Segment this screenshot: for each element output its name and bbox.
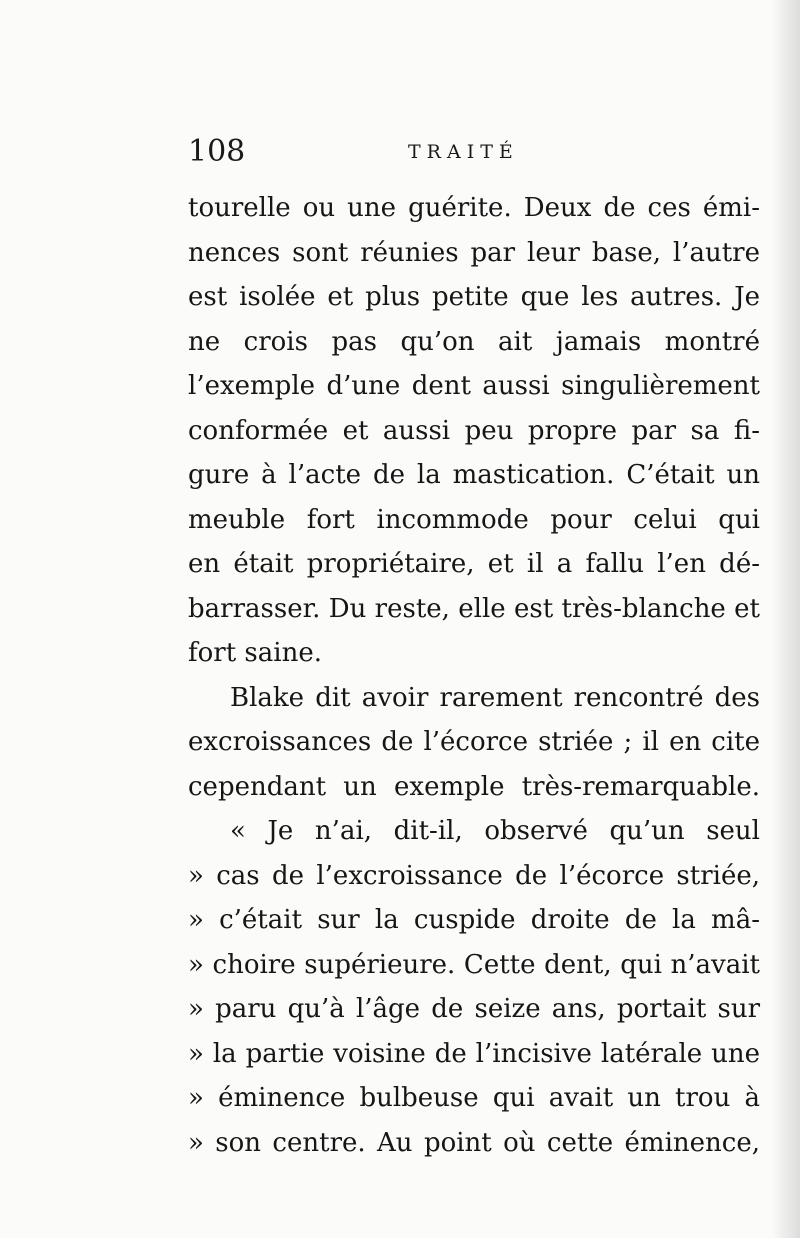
quote-line: » la partie voisine de l’incisive latérale une: [188, 1038, 760, 1069]
text-line: cependant un exemple très-remarquable.: [188, 771, 760, 802]
text-line: gure à l’acte de la mastication. C’était un: [188, 460, 760, 490]
body-text: [188, 186, 760, 1165]
text-line: fort saine.: [188, 638, 322, 668]
quote-first-line: « Je n’ai, dit-il, observé qu’un seul: [230, 816, 760, 846]
quote-line: » c’était sur la cuspide droite de la mâ-: [188, 905, 760, 935]
running-head: TRAITÉ: [408, 141, 519, 163]
text-line: barrasser. Du reste, elle est très-blanche et: [188, 593, 760, 624]
text-line: meuble fort incommode pour celui qui: [188, 504, 760, 535]
text-line: en était propriétaire, et il a fallu l’en dé-: [188, 549, 760, 579]
text-line: nences sont réunies par leur base, l’autre: [188, 237, 760, 268]
quote-line: » éminence bulbeuse qui avait un trou à: [188, 1083, 760, 1113]
text-line: ne crois pas qu’on ait jamais montré: [188, 326, 760, 357]
text-line: excroissances de l’écorce striée ; il en cite: [188, 727, 760, 757]
text-line: est isolée et plus petite que les autres. Je: [188, 282, 760, 312]
paragraph-first-line: Blake dit avoir rarement rencontré des: [230, 682, 760, 713]
quote-line: » son centre. Au point où cette éminence,: [188, 1127, 760, 1158]
page-number: 108: [188, 134, 246, 169]
text-line: tourelle ou une guérite. Deux de ces émi-: [188, 193, 760, 223]
page-header: [188, 132, 760, 172]
quote-line: » choire supérieure. Cette dent, qui n’avait: [188, 949, 760, 980]
quote-line: » paru qu’à l’âge de seize ans, portait sur: [188, 994, 760, 1024]
page-edge-shadow: [772, 0, 800, 1238]
quote-line: » cas de l’excroissance de l’écorce striée,: [188, 860, 760, 891]
text-line: conformée et aussi peu propre par sa fi-: [188, 415, 760, 446]
text-line: l’exemple d’une dent aussi singulièrement: [188, 371, 760, 401]
